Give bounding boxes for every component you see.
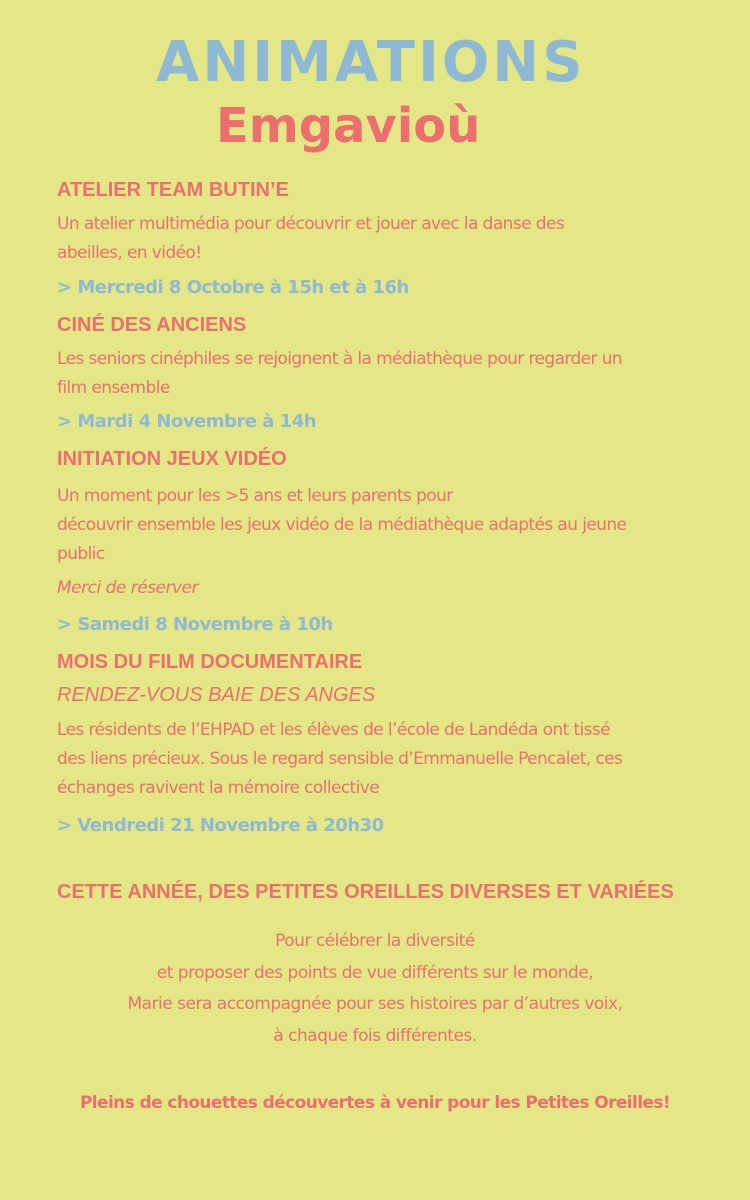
description-line: film ensemble xyxy=(57,378,170,398)
event-title: ATELIER TEAM BUTIN’E xyxy=(57,179,289,201)
announcement-line: à chaque fois différentes. xyxy=(273,1025,477,1046)
event-atelier-team-butine xyxy=(57,178,732,202)
event-title: CINÉ DES ANCIENS xyxy=(57,314,247,336)
page-title: ANIMATIONS xyxy=(156,30,586,95)
event-mois-du-film-documentaire xyxy=(57,650,732,674)
event-description xyxy=(57,482,732,569)
event-cine-des-anciens xyxy=(57,313,732,337)
description-line: des liens précieux. Sous le regard sensible d’Emmanuelle Pencalet, ces xyxy=(57,749,623,769)
event-note xyxy=(57,576,732,600)
event-date-text: > Mercredi 8 Octobre à 15h et à 16h xyxy=(57,277,409,298)
event-date xyxy=(57,814,732,838)
description-line: Un moment pour les >5 ans et leurs parents pour xyxy=(57,486,453,506)
event-description xyxy=(57,345,732,403)
event-description xyxy=(57,210,732,268)
description-line: échanges ravivent la mémoire collective xyxy=(57,778,380,798)
announcement-line: Pour célébrer la diversité xyxy=(275,931,475,951)
event-date xyxy=(57,276,732,300)
event-title: INITIATION JEUX VIDÉO xyxy=(57,448,287,470)
event-date-text: > Vendredi 21 Novembre à 20h30 xyxy=(57,815,384,836)
announcement-line: et proposer des points de vue différents sur le monde, xyxy=(156,962,594,983)
announcement-section xyxy=(57,880,732,904)
description-line: abeilles, en vidéo! xyxy=(57,243,202,263)
description-line: Un atelier multimédia pour découvrir et jouer avec la danse des xyxy=(57,214,565,234)
announcement-line: Marie sera accompagnée pour ses histoires par d’autres voix, xyxy=(127,994,623,1014)
description-line: Les seniors cinéphiles se rejoignent à la médiathèque pour regarder un xyxy=(57,349,623,369)
event-date-text: > Samedi 8 Novembre à 10h xyxy=(57,614,333,635)
page-subtitle: Emgavioù xyxy=(216,98,481,154)
event-date-text: > Mardi 4 Novembre à 14h xyxy=(57,411,317,432)
event-film-title xyxy=(57,683,732,707)
event-description xyxy=(57,716,732,803)
event-initiation-jeux-video xyxy=(57,447,732,471)
announcement-footer: Pleins de chouettes découvertes à venir pour les Petites Oreilles! xyxy=(79,1093,671,1113)
announcement-title: CETTE ANNÉE, DES PETITES OREILLES DIVERSES ET VARIÉES xyxy=(57,881,674,903)
event-title: MOIS DU FILM DOCUMENTAIRE xyxy=(57,651,363,673)
announcement-body xyxy=(0,926,750,1052)
event-date xyxy=(57,613,732,637)
description-line: Les résidents de l’EHPAD et les élèves de l’école de Landéda ont tissé xyxy=(57,720,611,740)
reservation-note: Merci de réserver xyxy=(57,578,199,598)
description-line: public xyxy=(57,544,105,564)
description-line: découvrir ensemble les jeux vidéo de la médiathèque adaptés au jeune xyxy=(57,515,627,535)
event-date xyxy=(57,410,732,434)
film-subtitle: RENDEZ-VOUS BAIE DES ANGES xyxy=(57,684,376,706)
